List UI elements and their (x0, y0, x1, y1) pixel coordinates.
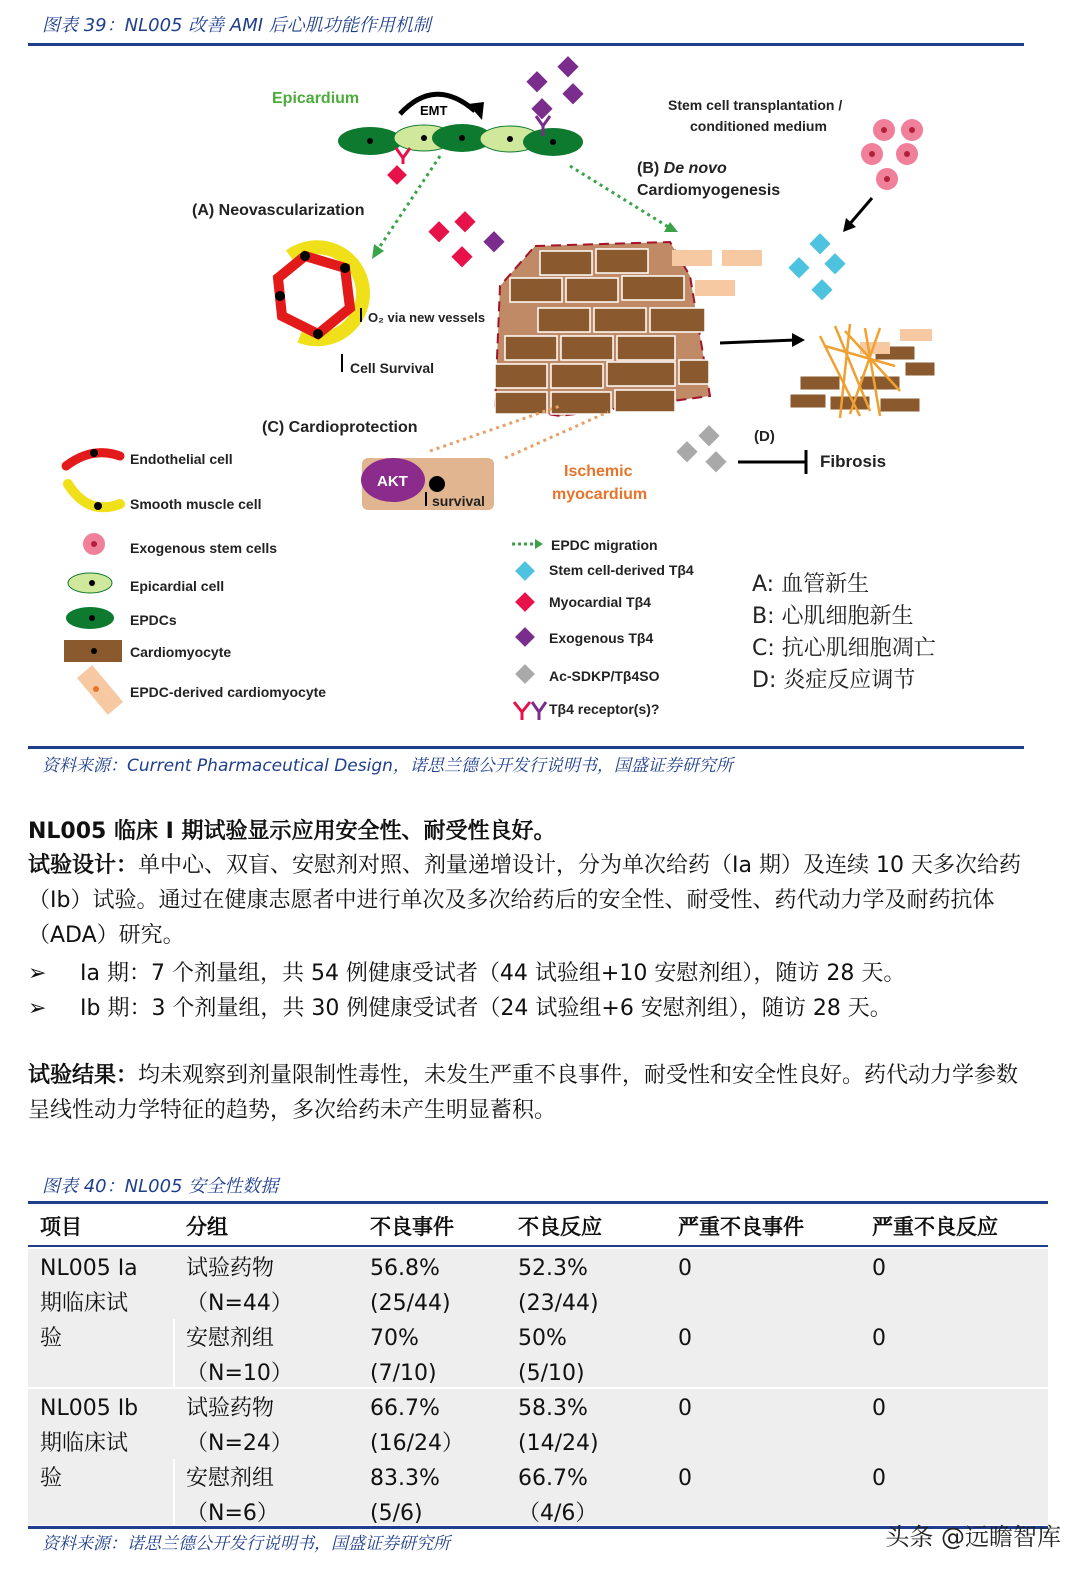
abcd-b: B: 心肌细胞新生 (752, 604, 914, 629)
emt-arrowhead (468, 102, 484, 120)
header-group: 分组 (186, 1215, 228, 1239)
table-row: 安慰剂组 （N=10） (186, 1326, 293, 1386)
legend-smooth-muscle: Smooth muscle cell (130, 496, 262, 512)
survival-label: survival (432, 493, 485, 509)
o2-label: O₂ via new vessels (368, 310, 486, 325)
abcd-d: D: 炎症反应调节 (752, 668, 916, 693)
legend-stem-tb4: Stem cell-derived Tβ4 (549, 562, 694, 578)
header-ae: 不良事件 (370, 1215, 454, 1239)
d-label: (D) (754, 428, 775, 445)
bullet-2-text: Ib 期：3 个剂量组，共 30 例健康受试者（24 试验组+6 安慰剂组），随访 28 天。 (80, 996, 892, 1021)
vessel-ring (275, 247, 363, 339)
abcd-a: A: 血管新生 (752, 572, 870, 597)
header-rule (28, 1245, 1048, 1247)
table-top-rule (28, 1201, 1048, 1204)
headline: NL005 临床 I 期试验显示应用安全性、耐受性良好。 (28, 819, 556, 844)
table-cell-ae: 83.3% (5/6) (370, 1466, 440, 1526)
ischemic-label-1: Ischemic (564, 463, 633, 480)
stem-cell-label-2: conditioned medium (690, 118, 827, 134)
abcd-c: C: 抗心肌细胞凋亡 (752, 636, 936, 661)
table-cell-sar: 0 (872, 1256, 886, 1281)
legend-myocardial-tb4: Myocardial Tβ4 (549, 594, 651, 610)
table-cell-sar: 0 (872, 1466, 886, 1491)
legend-exogenous-tb4: Exogenous Tβ4 (549, 630, 654, 646)
legend-receptor: Tβ4 receptor(s)? (549, 701, 660, 717)
table-cell-ar: 58.3% (14/24) (518, 1396, 599, 1456)
result-text: 均未观察到剂量限制性毒性，未发生严重不良事件，耐受性和安全性良好。药代动力学参数呈线性动力学特征的趋势，多次给药未产生明显蓄积。 (28, 1063, 1019, 1123)
figure-39-source: 资料来源：Current Pharmaceutical Design，诺思兰德公开发行说明书，国盛证券研究所 (42, 756, 733, 776)
stem-cell-label-1: Stem cell transplantation / (668, 97, 843, 113)
fibrotic-tissue (790, 324, 935, 418)
item-ib: NL005 Ib 期临床试 验 (40, 1396, 139, 1491)
table-cell-sae: 0 (678, 1466, 692, 1491)
ischemic-label-2: myocardium (552, 486, 648, 503)
ischemic-myocardium-block (495, 242, 762, 416)
table-cell-ae: 56.8% (25/44) (370, 1256, 451, 1316)
legend-epdc-migration: EPDC migration (551, 537, 658, 553)
legend-epdcs: EPDCs (130, 612, 177, 628)
abcd-legend (752, 572, 936, 693)
fibrosis-label: Fibrosis (820, 452, 887, 471)
legend-left (64, 449, 326, 715)
mechanism-diagram (0, 46, 1083, 746)
design-label: 试验设计： (28, 853, 139, 878)
legend-epdc-cardiomyocyte: EPDC-derived cardiomyocyte (130, 684, 327, 700)
result-label: 试验结果： (28, 1063, 139, 1088)
table-cell-sae: 0 (678, 1256, 692, 1281)
item-ia: NL005 Ia 期临床试 验 (40, 1256, 138, 1351)
figure-39-caption: 图表 39：NL005 改善 AMI 后心肌功能作用机制 (42, 15, 431, 36)
table-cell-ar: 66.7% （4/6） (518, 1466, 598, 1526)
table-cell-ar: 52.3% (23/44) (518, 1256, 599, 1316)
table-cell-sar: 0 (872, 1326, 886, 1351)
epicardium-label: Epicardium (272, 90, 360, 107)
header-item: 项目 (40, 1215, 82, 1239)
table-cell-sae: 0 (678, 1396, 692, 1421)
ac-sdkp-cluster (676, 425, 726, 472)
table-40-source: 资料来源：诺思兰德公开发行说明书，国盛证券研究所 (42, 1534, 450, 1554)
bullet-1 (28, 956, 905, 987)
bullet-arrow-icon: ➢ (28, 961, 47, 986)
table-row: 安慰剂组 （N=6） (186, 1466, 279, 1526)
figure-bottom-rule (28, 746, 1024, 749)
epicardial-chain (338, 124, 583, 156)
c-label: (C) Cardioprotection (262, 419, 418, 436)
akt-label: AKT (377, 473, 408, 490)
table-cell-sar: 0 (872, 1396, 886, 1421)
table-cell-ar: 50% (5/10) (518, 1326, 585, 1386)
legend-endothelial: Endothelial cell (130, 451, 233, 467)
bullet-arrow-icon: ➢ (28, 996, 47, 1021)
legend-right (512, 537, 694, 720)
watermark: 头条 @远瞻智库 (885, 1523, 1061, 1551)
bullet-2 (28, 991, 892, 1022)
design-paragraph (28, 848, 1028, 953)
header-sar: 严重不良反应 (872, 1215, 998, 1239)
design-text: 单中心、双盲、安慰剂对照、剂量递增设计，分为单次给药（Ia 期）及连续 10 天多次给药（Ib）试验。通过在健康志愿者中进行单次及多次给药后的安全性、耐受性、药代动力学及耐药抗体（ADA）研究。 (28, 853, 1021, 948)
akt-cell (361, 458, 494, 510)
exogenous-tb4-cluster (526, 56, 583, 119)
table-40-caption: 图表 40：NL005 安全性数据 (42, 1176, 279, 1197)
myocardial-tb4-cluster (428, 211, 475, 267)
table-cell-sae: 0 (678, 1326, 692, 1351)
b-label-line1: (B) De novo (637, 160, 727, 177)
legend-cardiomyocyte: Cardiomyocyte (130, 644, 232, 660)
stem-cell-tb4-cluster (788, 233, 845, 300)
cell-survival-label: Cell Survival (350, 360, 435, 376)
a-label: (A) Neovascularization (192, 202, 365, 219)
header-sae: 严重不良事件 (678, 1215, 804, 1239)
legend-exogenous-stem: Exogenous stem cells (130, 540, 278, 556)
emt-label: EMT (420, 103, 448, 118)
bullet-1-text: Ia 期：7 个剂量组，共 54 例健康受试者（44 试验组+10 安慰剂组），随访 28 天。 (80, 961, 906, 986)
table-row: 试验药物 （N=44） (186, 1256, 293, 1316)
table-row: 试验药物 （N=24） (186, 1396, 293, 1456)
table-cell-ae: 66.7% (16/24） (370, 1396, 464, 1456)
b-label-line2: Cardiomyogenesis (637, 182, 781, 199)
header-ar: 不良反应 (518, 1215, 602, 1239)
legend-ac-sdkp: Ac-SDKP/Tβ4SO (549, 668, 660, 684)
result-paragraph (28, 1058, 1028, 1128)
table-cell-ae: 70% (7/10) (370, 1326, 437, 1386)
legend-epicardial: Epicardial cell (130, 578, 225, 594)
